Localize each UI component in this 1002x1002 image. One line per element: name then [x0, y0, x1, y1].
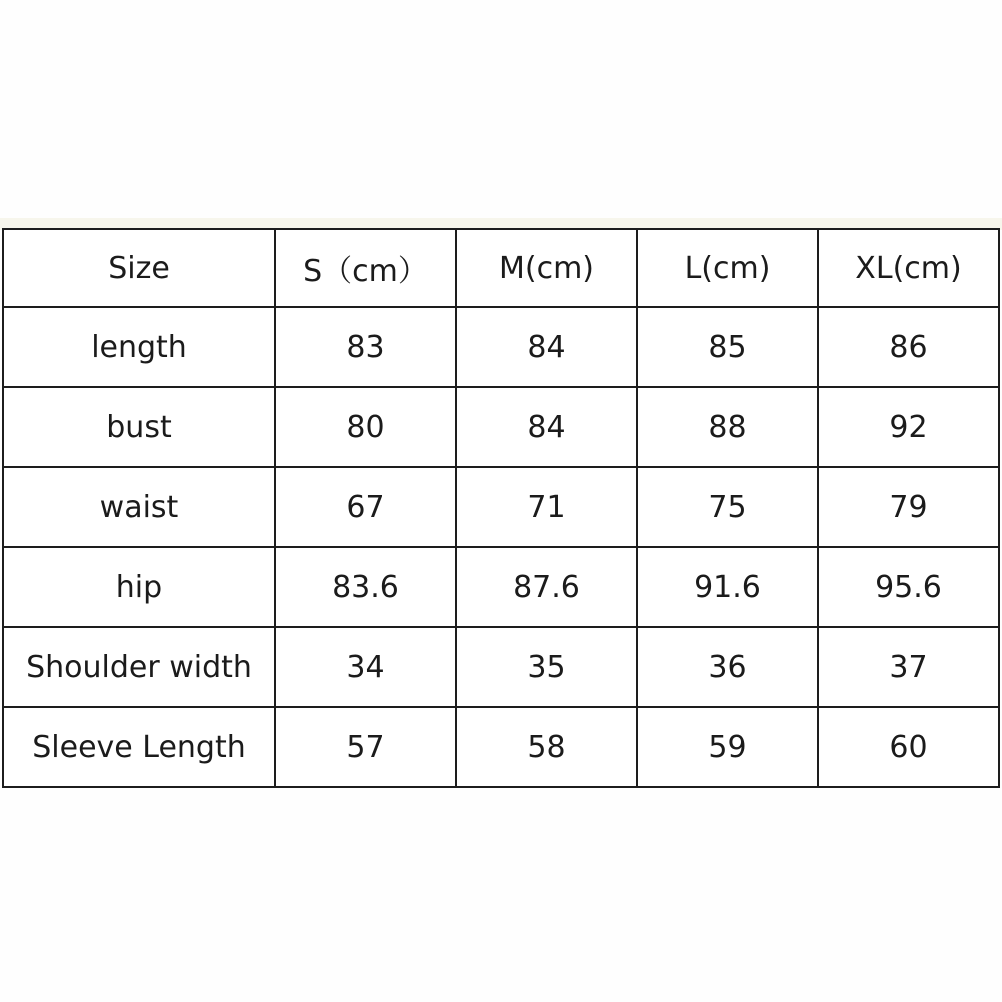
row-label: Sleeve Length [3, 707, 275, 787]
cell-l: 88 [637, 387, 818, 467]
row-label: Shoulder width [3, 627, 275, 707]
table-header-row [3, 229, 999, 307]
row-label: bust [3, 387, 275, 467]
column-header-s: S（cm） [275, 229, 456, 307]
table-row [3, 307, 999, 387]
cell-s: 83.6 [275, 547, 456, 627]
cell-l: 85 [637, 307, 818, 387]
cell-m: 71 [456, 467, 637, 547]
cell-s: 83 [275, 307, 456, 387]
cell-xl: 86 [818, 307, 999, 387]
cell-s: 67 [275, 467, 456, 547]
cell-l: 75 [637, 467, 818, 547]
size-chart-container [2, 228, 1000, 788]
table-row [3, 627, 999, 707]
cell-m: 35 [456, 627, 637, 707]
table-row [3, 467, 999, 547]
cell-m: 84 [456, 387, 637, 467]
table-row [3, 707, 999, 787]
cell-s: 34 [275, 627, 456, 707]
row-label: hip [3, 547, 275, 627]
column-header-l: L(cm) [637, 229, 818, 307]
table-row [3, 387, 999, 467]
cell-s: 80 [275, 387, 456, 467]
cell-xl: 79 [818, 467, 999, 547]
column-header-m: M(cm) [456, 229, 637, 307]
table-row [3, 547, 999, 627]
row-label: waist [3, 467, 275, 547]
cell-m: 84 [456, 307, 637, 387]
cell-l: 59 [637, 707, 818, 787]
size-chart-table [2, 228, 1000, 788]
column-header-xl: XL(cm) [818, 229, 999, 307]
cell-s: 57 [275, 707, 456, 787]
cell-l: 91.6 [637, 547, 818, 627]
cell-m: 58 [456, 707, 637, 787]
cell-xl: 92 [818, 387, 999, 467]
cell-xl: 60 [818, 707, 999, 787]
cell-xl: 95.6 [818, 547, 999, 627]
cell-m: 87.6 [456, 547, 637, 627]
column-header-size: Size [3, 229, 275, 307]
row-label: length [3, 307, 275, 387]
cell-l: 36 [637, 627, 818, 707]
cell-xl: 37 [818, 627, 999, 707]
